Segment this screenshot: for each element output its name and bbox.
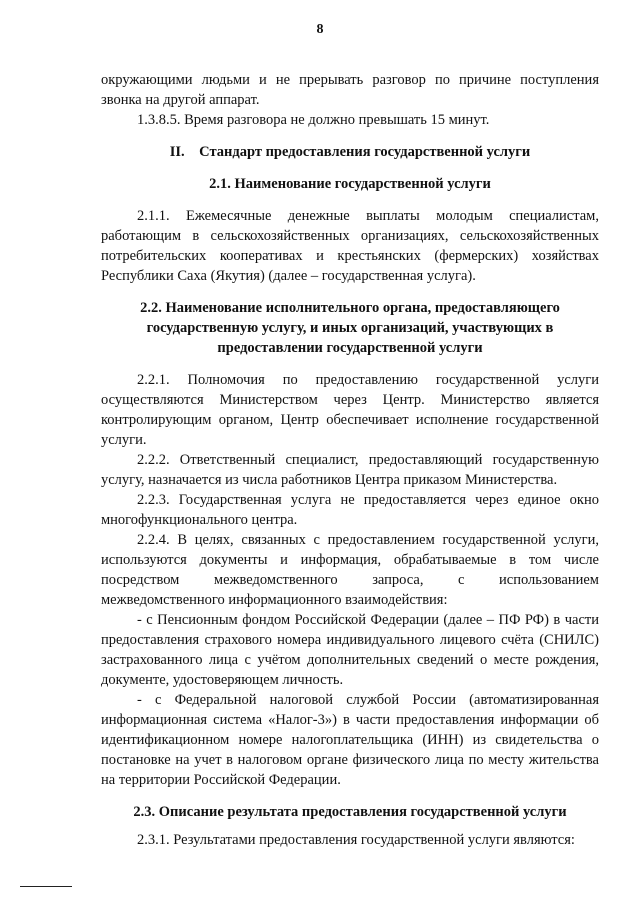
- paragraph-continuation: окружающими людьми и не прерывать разговор по причине поступления звонка на другой аппарат.: [101, 72, 599, 108]
- page-number: 8: [316, 22, 324, 37]
- heading-2-2-line-1: 2.2. Наименование исполнительного органа, предоставляющего: [140, 300, 560, 316]
- document-body: [101, 70, 599, 850]
- paragraph-tax-service: - с Федеральной налоговой службой России (автоматизированная информационная система «Налог-3») в части предоставления информации об идентификационном номере налогоплательщика (ИНН) из свидетельства о постановке на учет в налоговом органе физического лица по месту жительства на территории Российской Федерации.: [101, 692, 599, 788]
- footnote-divider: [20, 886, 72, 887]
- paragraph-2-2-4: 2.2.4. В целях, связанных с предоставлением государственной услуги, используются документы и информация, обрабатываемые в том числе посредством межведомственного запроса, с использованием межведомственного информационного взаимодействия:: [101, 532, 599, 608]
- paragraph-2-3-1: 2.3.1. Результатами предоставления государственной услуги являются:: [137, 832, 575, 848]
- subsection-heading-2-3: 2.3. Описание результата предоставления государственной услуги: [133, 804, 567, 820]
- paragraph-1-3-8-5: 1.3.8.5. Время разговора не должно превышать 15 минут.: [137, 112, 490, 128]
- paragraph-2-1-1: 2.1.1. Ежемесячные денежные выплаты молодым специалистам, работающим в сельскохозяйственных организациях, сельскохозяйственных потребительских кооперативах и крестьянских (фермерских) хозяйствах Республики Саха (Якутия) (далее – государственная услуга).: [101, 208, 599, 284]
- paragraph-2-2-2: 2.2.2. Ответственный специалист, предоставляющий государственную услугу, назначается из числа работников Центра приказом Министерства.: [101, 452, 599, 488]
- paragraph-2-2-3: 2.2.3. Государственная услуга не предоставляется через единое окно многофункционального центра.: [101, 492, 599, 528]
- subsection-heading-2-1: 2.1. Наименование государственной услуги: [209, 176, 491, 192]
- paragraph-2-2-1: 2.2.1. Полномочия по предоставлению государственной услуги осуществляются Министерством через Центр. Министерство является контролирующим органом, Центр обеспечивает исполнение государственной услуги.: [101, 372, 599, 448]
- subsection-heading-2-2: [101, 298, 599, 358]
- section-heading-2: II. Стандарт предоставления государственной услуги: [169, 144, 531, 160]
- paragraph-pension-fund: - с Пенсионным фондом Российской Федерации (далее – ПФ РФ) в части предоставления страхового номера индивидуального лицевого счёта (СНИЛС) застрахованного лица с учётом дополнительных сведений о месте рождения, документе, удостоверяющем личность.: [101, 612, 599, 688]
- heading-2-2-line-2: государственную услугу, и иных организаций, участвующих в: [146, 320, 554, 336]
- heading-2-2-line-3: предоставлении государственной услуги: [217, 340, 483, 356]
